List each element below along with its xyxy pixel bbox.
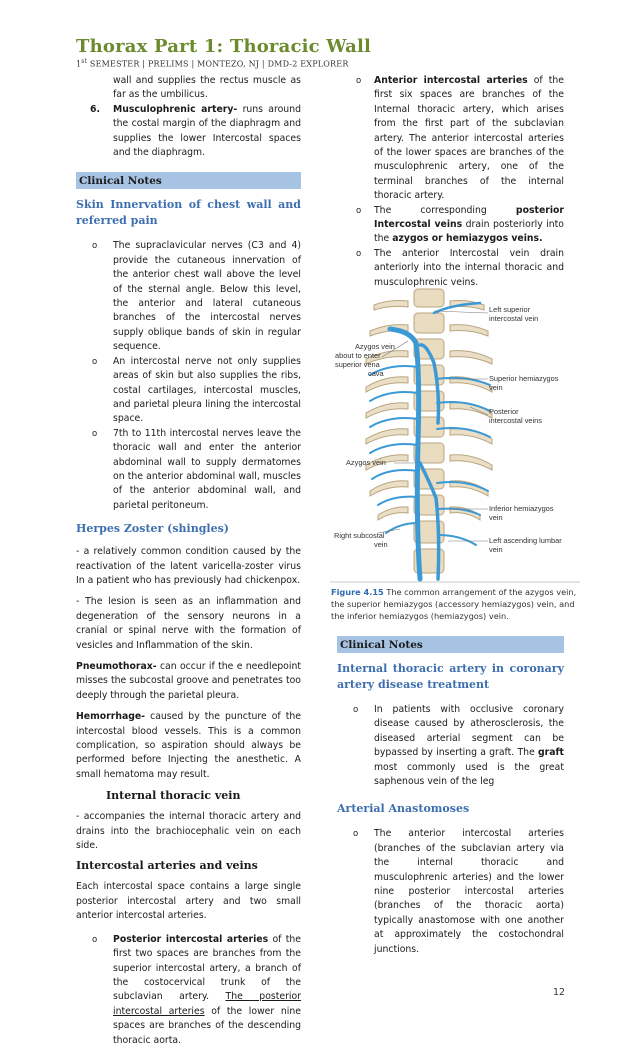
internal-thoracic-vein-text: - accompanies the internal thoracic artery and drains into the brachiocephalic vein on each side. — [76, 811, 301, 852]
anterior-intercostal-text: of the first six spaces are branches of the Internal thoracic artery, which arises from the first part of the subclavian artery. The anterior intercostal arteries of the lower spaces are branches of the musculophrenic artery, one of the terminal branches of the internal thoracic artery. — [374, 75, 564, 202]
internal-thoracic-vein-heading: Internal thoracic vein — [106, 789, 241, 803]
bullet: o — [92, 241, 98, 252]
figure-caption-label: Figure 4.15 — [331, 587, 384, 597]
posterior-intercostal-text2: of the lower nine spaces are branches of the descending thoracic aorta. — [113, 1005, 301, 1046]
label-inferior-hemiazygos: Inferior hemiazygos — [489, 504, 554, 513]
herpes-zoster-heading: Herpes Zoster (shingles) — [76, 522, 230, 536]
anastomoses-text: The anterior intercostal arteries (branches of the subclavian artery via the internal thoracic and musculophrenic arteries) and the lower nine posterior intercostal arteries (branches of the thoracic aorta) typically anastomose with one another at approximately the costochondral junctions. — [374, 828, 564, 955]
skin-innervation-heading: Skin Innervation of chest wall and referred pain — [76, 198, 301, 228]
pneumothorax-term: Pneumothorax- — [76, 661, 157, 672]
list-item — [76, 355, 301, 427]
list-item-graft — [337, 703, 564, 789]
list-item-anterior-intercostal — [337, 74, 564, 204]
label-azygos-3: superior vena — [335, 360, 380, 369]
ribs-right — [450, 301, 492, 521]
bullet-text: The supraclavicular nerves (C3 and 4) provide the cutaneous innervation of the anterior chest wall above the level of the sternal angle. Below this level, the anterior and lateral cutaneous branches of the intercostal nerves supply oblique bands of skin in regular sequence. — [113, 240, 301, 353]
bullet: o — [356, 248, 362, 259]
posterior-veins-term: posterior Intercostal veins — [374, 204, 564, 231]
bullet: o — [92, 428, 98, 439]
list-item-anastomoses — [337, 827, 564, 957]
bullet: o — [92, 356, 98, 367]
label-superior-hemiazygos: Superior hemiazygos — [489, 374, 559, 383]
list-number: 6. — [90, 103, 101, 115]
posterior-intercostal-text: of the first two spaces are branches from the superior intercostal artery, a branch of the costocervical trunk of the subclavian artery. — [113, 933, 301, 1003]
pneumothorax-text: can occur if the e needlepoint misses the subcostal groove and penetrates too deeply through the parietal pleura. — [76, 661, 301, 701]
subtitle-sup: st — [81, 58, 88, 65]
posterior-veins-text2: drain posteriorly into the — [374, 219, 564, 245]
bullet-text: An intercostal nerve not only supplies areas of skin but also supplies the ribs, costal cartilages, intercostal muscles, and parietal pleura lining the intercostal space. — [113, 355, 301, 425]
azygos-term: azygos or hemiazygos veins. — [392, 233, 543, 245]
graft-text2: most commonly used is the great saphenous vein of the leg — [374, 761, 564, 788]
figure-caption-text: The common arrangement of the azygos vein, the superior hemiazygos (accessory hemiazygos) vein, and the inferior hemiazygos (hemiazygos) vein. — [331, 587, 577, 621]
label-left-ascending-lumbar: Left ascending lumbar — [489, 536, 562, 545]
list-item — [76, 239, 301, 354]
posterior-intercostal-underline: The posterior intercostal arteries — [113, 991, 302, 1017]
list-item-posterior-intercostal — [76, 933, 301, 1048]
azygos-figure — [330, 283, 580, 583]
internal-thoracic-artery-heading: Internal thoracic artery in coronary artery disease treatment — [337, 662, 564, 691]
label-left-ascending-lumbar-2: vein — [489, 545, 503, 554]
subtitle-number: 1 — [76, 59, 82, 69]
label-right-subcostal-2: vein — [374, 540, 388, 549]
musculophrenic-term: Musculophrenic artery- — [113, 103, 238, 115]
right-column — [337, 74, 564, 290]
pneumothorax-paragraph — [76, 660, 301, 703]
bullet: o — [356, 76, 362, 86]
clinical-notes-banner: Clinical Notes — [337, 636, 564, 653]
anterior-veins-text: The anterior Intercostal vein drain anteriorly into the internal thoracic and musculophrenic veins. — [374, 247, 564, 288]
label-azygos-vein: Azygos vein — [346, 458, 386, 467]
page-title: Thorax Part 1: Thoracic Wall — [76, 36, 372, 57]
anterior-intercostal-term: Anterior intercostal arteries — [374, 75, 528, 86]
label-posterior: Posterior — [489, 407, 519, 416]
bullet: o — [353, 705, 359, 715]
label-intercostal-vein: intercostal vein — [489, 314, 539, 323]
herpes-paragraph: - The lesion is seen as an inflammation and degeneration of the sensory neurons in a cranial or spinal nerve with the formation of vesicles and Inflammation of the skin. — [76, 596, 301, 651]
bullet: o — [92, 934, 98, 945]
bullet-text: 7th to 11th intercostal nerves leave the thoracic wall and enter the anterior abdominal wall to supply dermatomes on the anterior abdominal wall, muscles of the anterior abdominal wall, and parietal peritoneum. — [113, 427, 301, 511]
list-item-posterior-veins — [337, 204, 564, 247]
label-azygos-4: cava — [368, 369, 384, 378]
intercostal-arteries-text: Each intercostal space contains a large single posterior intercostal artery and two small anterior intercostal arteries. — [76, 881, 301, 922]
bullet: o — [353, 829, 359, 840]
bullet: o — [356, 205, 362, 216]
graft-term: graft — [537, 747, 564, 759]
continued-text: wall and supplies the rectus muscle as far as the umbilicus. — [113, 75, 301, 101]
label-azygos-1: Azygos vein — [355, 342, 395, 351]
label-azygos-2: about to enter — [335, 351, 381, 360]
list-item — [76, 427, 301, 513]
hemorrhage-term: Hemorrhage- — [76, 711, 146, 723]
left-column — [76, 74, 301, 1048]
posterior-intercostal-term: Posterior intercostal arteries — [113, 933, 269, 945]
hemorrhage-text: caused by the puncture of the intercostal blood vessels. This is a common complication, so aspiration should always be performed before Injecting the anesthetic. A small hematoma may result. — [76, 711, 301, 780]
intercostal-arteries-heading: Intercostal arteries and veins — [76, 859, 258, 873]
clinical-notes-banner: Clinical Notes — [76, 172, 301, 189]
label-superior-hemiazygos-2: vein — [489, 383, 503, 392]
herpes-paragraph: - a relatively common condition caused by the reactivation of the latent varicella-zoster virus In a patient who has previously had chickenpox. — [76, 546, 301, 586]
hemorrhage-paragraph — [76, 710, 301, 782]
figure-caption — [331, 586, 579, 622]
page-subtitle — [76, 58, 349, 69]
arterial-anastomoses-heading: Arterial Anastomoses — [337, 802, 470, 816]
graft-text: In patients with occlusive coronary disease caused by atherosclerosis, the diseased arterial segment can be bypassed by inserting a graft. The — [374, 704, 564, 759]
label-right-subcostal: Right subcostal — [334, 531, 385, 540]
list-item-musculophrenic — [76, 103, 301, 161]
page-number: 12 — [553, 987, 566, 998]
label-inferior-hemiazygos-2: vein — [489, 513, 503, 522]
label-posterior-2: intercostal veins — [489, 416, 542, 425]
musculophrenic-text: runs around the costal margin of the diaphragm and supplies the lower Intercostal spaces and the diaphragm. — [113, 103, 301, 159]
subtitle-text: SEMESTER | PRELIMS | MONTEZO, NJ | DMD-2 EXPLORER — [87, 59, 349, 69]
label-left-superior: Left superior — [489, 305, 531, 314]
posterior-veins-text: The corresponding — [374, 204, 516, 216]
right-column-lower — [337, 636, 564, 957]
